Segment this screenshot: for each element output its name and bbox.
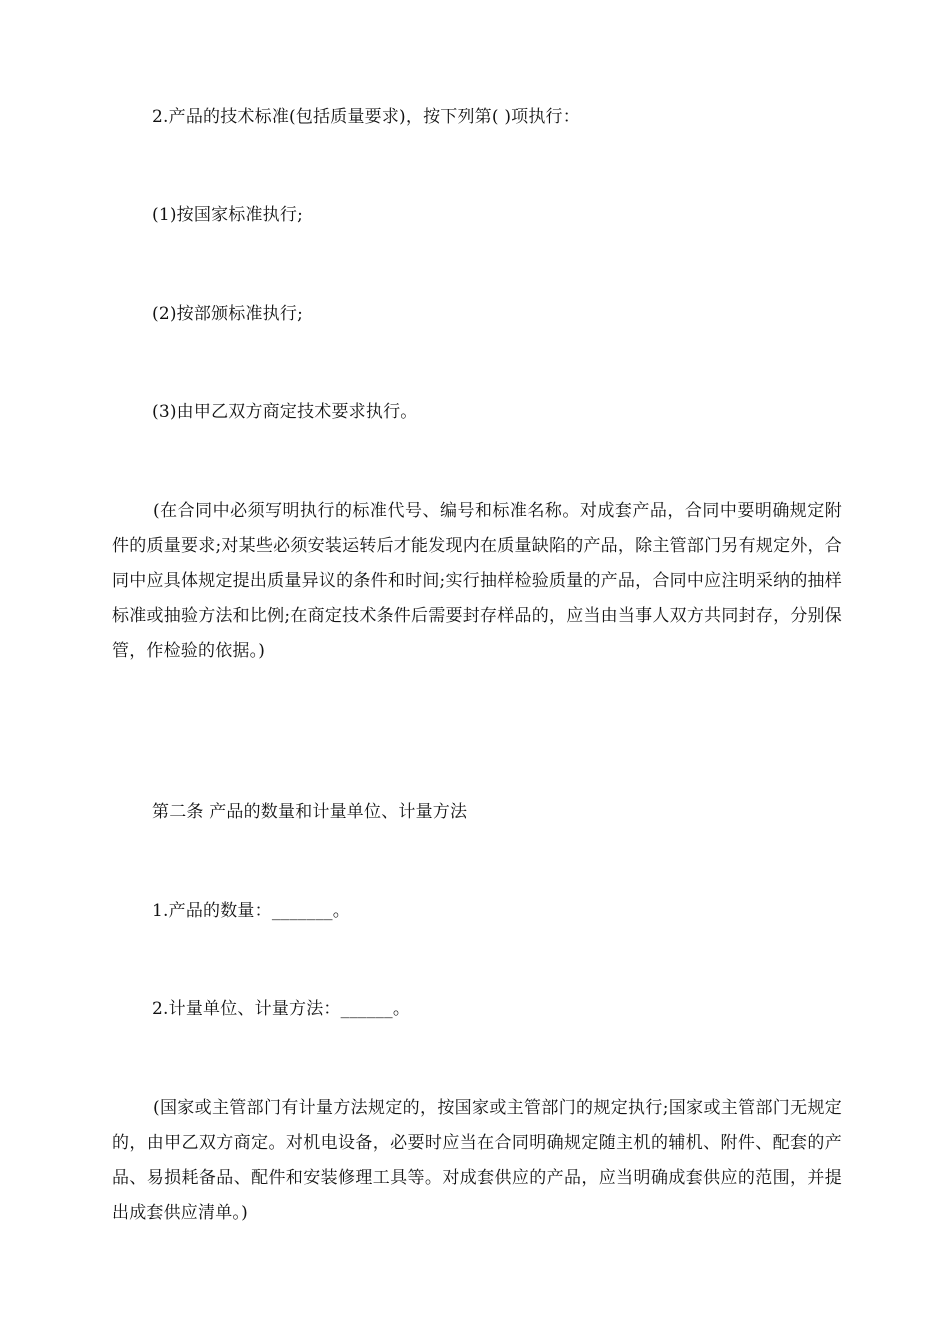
product-quantity-field: 1.产品的数量：_______。 (152, 901, 350, 921)
measurement-method-field: 2.计量单位、计量方法：______。 (152, 999, 411, 1019)
measurement-note: (国家或主管部门有计量方法规定的，按国家或主管部门的规定执行;国家或主管部门无规定的，由甲乙双方商定。对机电设备，必要时应当在合同明确规定随主机的辅机、附件、配套的产品、易损耗备品、配件和安装修理工具等。对成套供应的产品，应当明确成套供应的范围，并提出成套供应清单。) (112, 1098, 842, 1223)
option-national-standard: (1)按国家标准执行; (152, 205, 304, 225)
quality-standard-note: (在合同中必须写明执行的标准代号、编号和标准名称。对成套产品，合同中要明确规定附件的质量要求;对某些必须安装运转后才能发现内在质量缺陷的产品，除主管部门另有规定外，合同中应具体规定提出质量异议的条件和时间;实行抽样检验质量的产品，合同中应注明采纳的抽样标准或抽验方法和比例;在商定技术条件后需要封存样品的，应当由当事人双方共同封存，分别保管，作检验的依据。) (112, 501, 842, 661)
option-mutual-agreement: (3)由甲乙双方商定技术要求执行。 (152, 402, 418, 422)
option-ministry-standard: (2)按部颁标准执行; (152, 304, 304, 324)
technical-standard-clause: 2.产品的技术标准(包括质量要求)，按下列第( )项执行： (152, 107, 580, 127)
article-two-heading: 第二条 产品的数量和计量单位、计量方法 (152, 802, 468, 822)
